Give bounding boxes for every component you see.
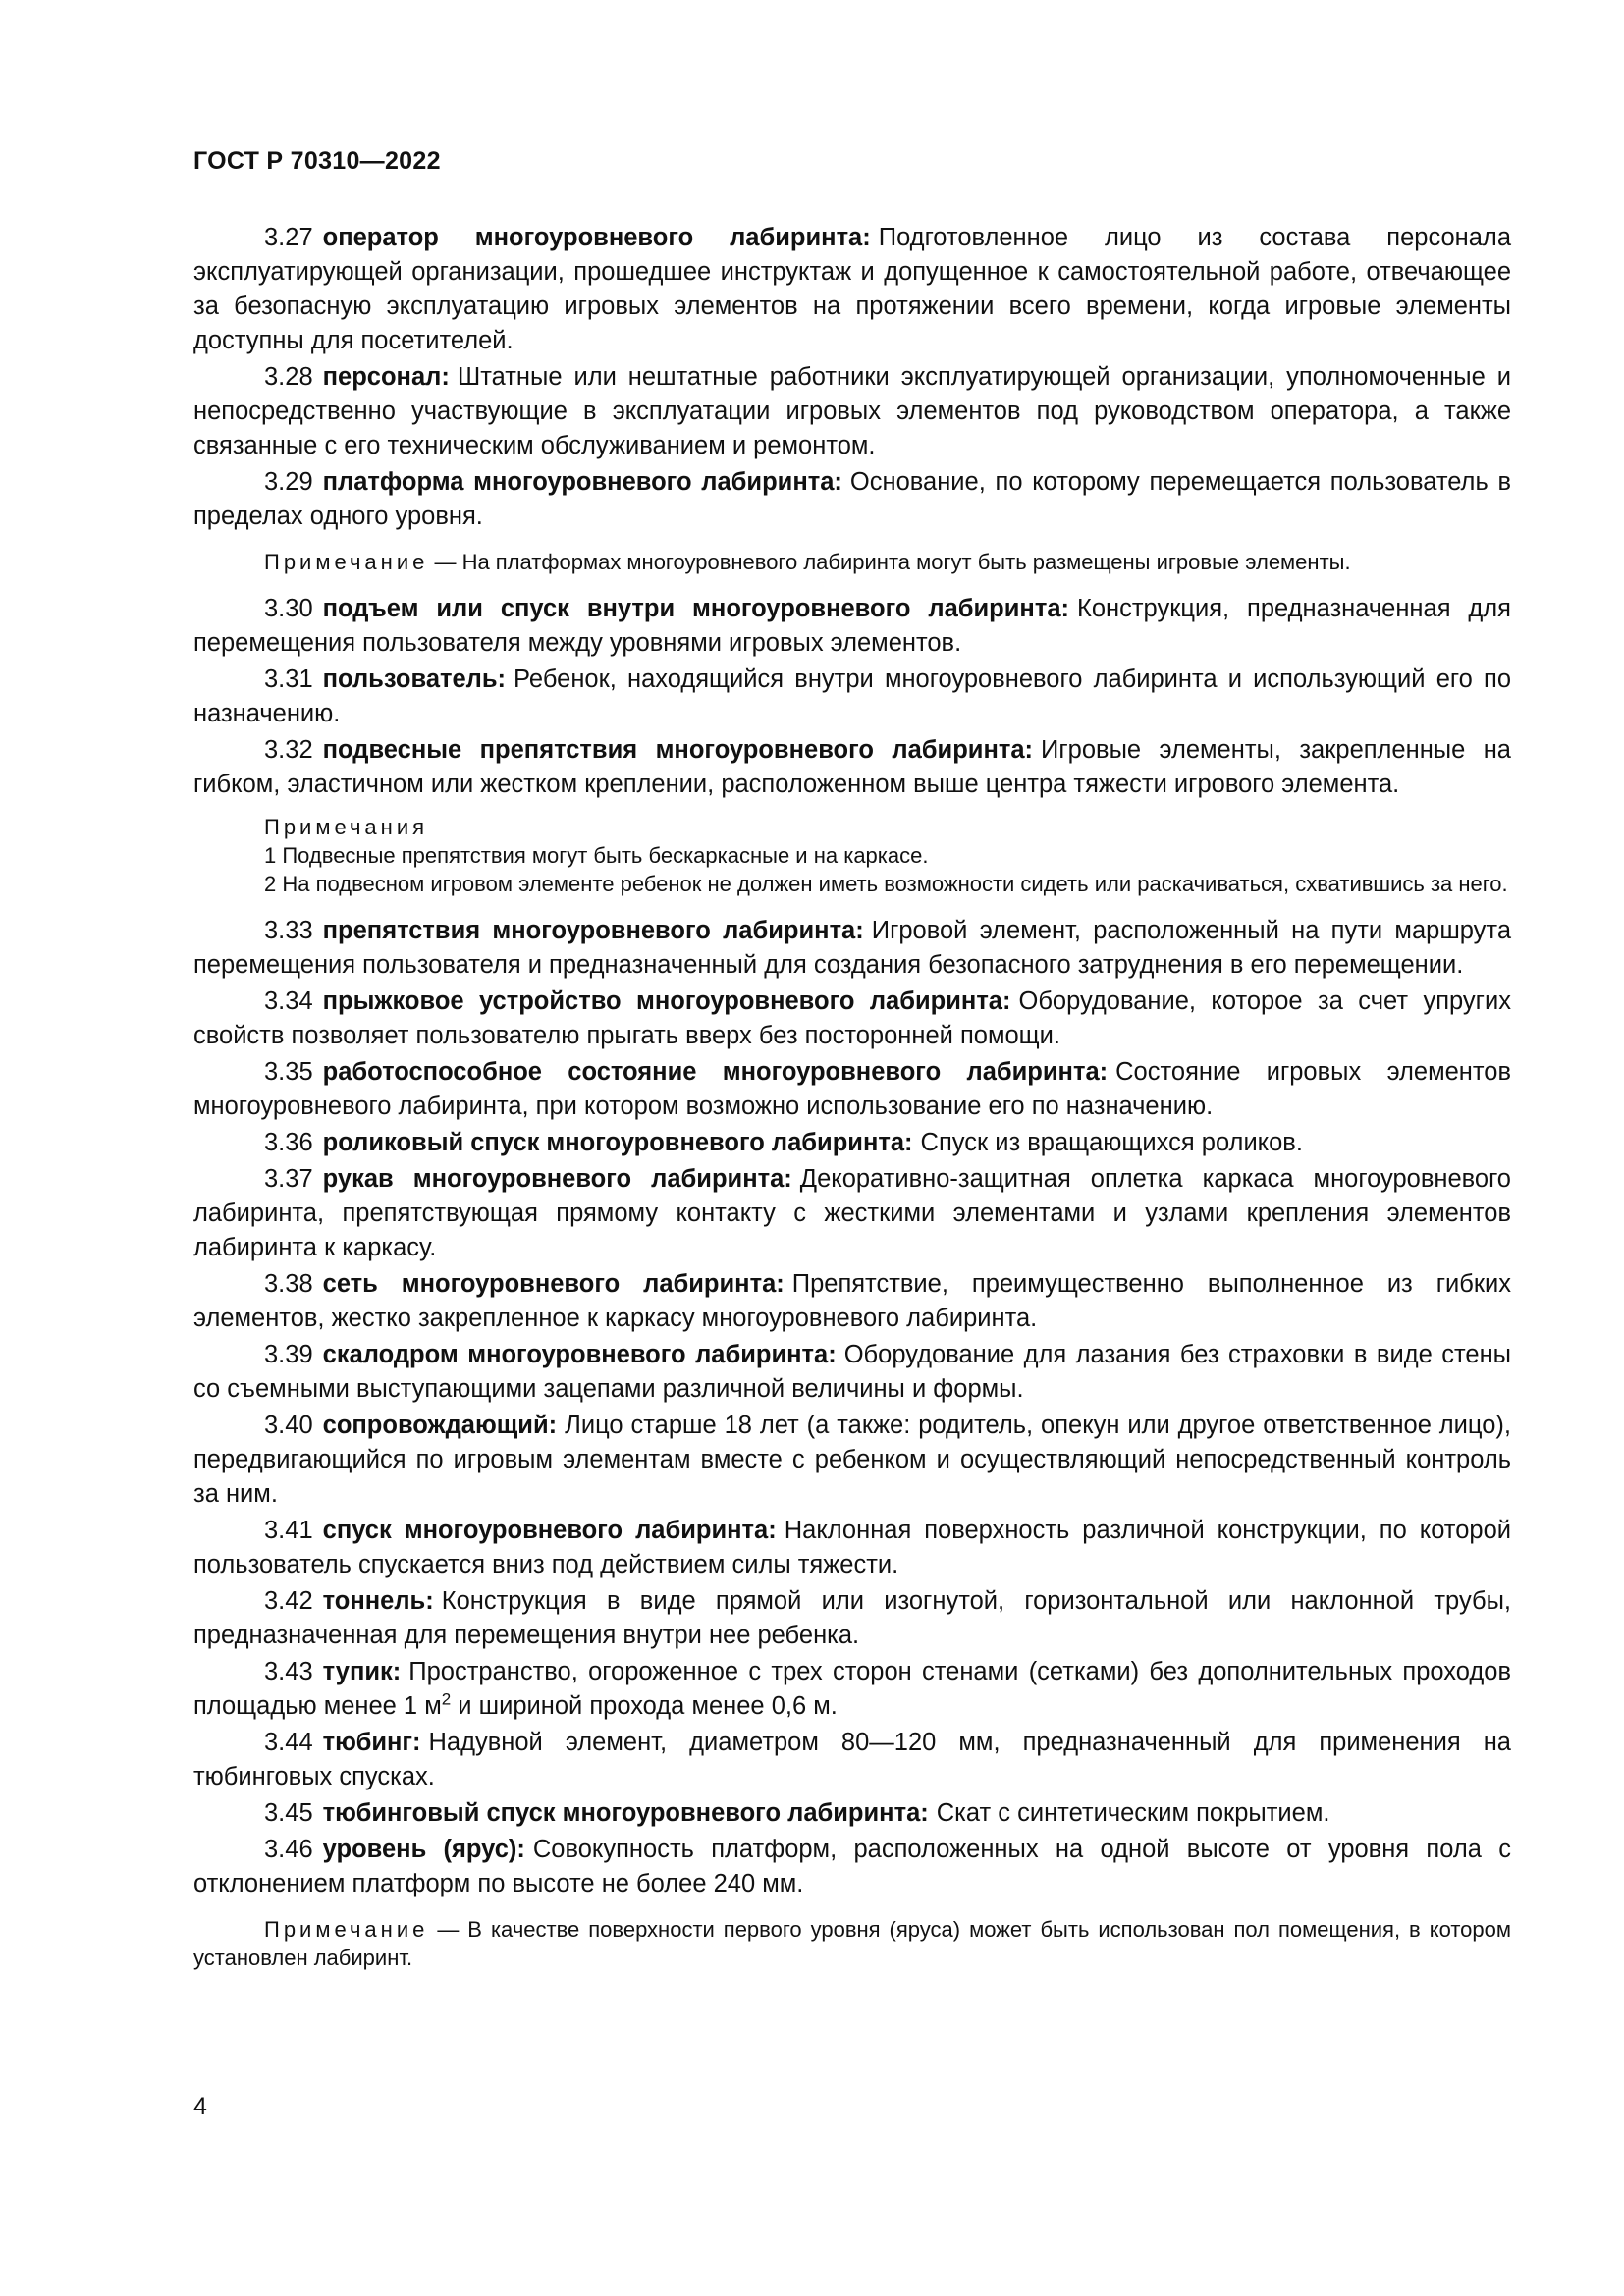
term-3-42: [193, 1584, 1511, 1653]
term-name: роликовый спуск многоуровневого лабиринта:: [322, 1129, 913, 1156]
note-text: — На платформах многоуровневого лабиринта могут быть размещены игровые элементы.: [428, 550, 1351, 574]
term-number: 3.38: [264, 1270, 313, 1298]
term-number: 3.28: [264, 363, 313, 391]
term-3-44: [193, 1726, 1511, 1794]
term-3-29: [193, 465, 1511, 534]
term-definition: Спуск из вращающихся роликов.: [920, 1129, 1303, 1156]
notes-heading: Примечания: [264, 815, 429, 839]
document-body: [193, 221, 1511, 1988]
term-3-31: [193, 663, 1511, 731]
term-name: прыжковое устройство многоуровневого лабиринта:: [322, 988, 1011, 1015]
note-item-2: 2 На подвесном игровом элементе ребенок не должен иметь возможности сидеть или раскачиваться, схватившись за него.: [264, 872, 1508, 896]
term-definition: Совокупность платформ, расположенных на одной высоте от уровня пола с отклонением платформ по высоте не более 240 мм.: [193, 1836, 1511, 1897]
term-3-40: [193, 1409, 1511, 1512]
term-name: рукав многоуровневого лабиринта:: [322, 1165, 792, 1193]
term-name: тюбинг:: [322, 1729, 421, 1756]
note-label: Примечание: [264, 1917, 429, 1942]
term-3-33: [193, 914, 1511, 983]
note-item-1: 1 Подвесные препятствия могут быть бескаркасные и на каркасе.: [264, 843, 929, 868]
term-number: 3.42: [264, 1587, 313, 1615]
term-3-46: [193, 1833, 1511, 1901]
term-definition-part-a: Пространство, огороженное с трех сторон стенами (сетками) без дополнительных проходов площадью менее 1 м: [193, 1658, 1511, 1720]
term-definition: Основание, по которому перемещается пользователь в пределах одного уровня.: [193, 468, 1511, 530]
note-3-29: [193, 548, 1511, 576]
term-number: 3.44: [264, 1729, 313, 1756]
term-number: 3.39: [264, 1341, 313, 1368]
term-name: спуск многоуровневого лабиринта:: [322, 1517, 777, 1544]
term-definition: Игровые элементы, закрепленные на гибком, эластичном или жестком креплении, расположенном выше центра тяжести игрового элемента.: [193, 736, 1511, 798]
term-name: подвесные препятствия многоуровневого лабиринта:: [322, 736, 1034, 764]
term-3-39: [193, 1338, 1511, 1407]
term-3-36: [193, 1126, 1511, 1160]
term-name: сеть многоуровневого лабиринта:: [322, 1270, 785, 1298]
term-definition: Скат с синтетическим покрытием.: [936, 1799, 1330, 1827]
term-3-43: [193, 1655, 1511, 1724]
term-number: 3.45: [264, 1799, 313, 1827]
term-definition: Конструкция, предназначенная для перемещения пользователя между уровнями игровых элементов.: [193, 595, 1511, 657]
term-3-35: [193, 1055, 1511, 1124]
term-name: тупик:: [322, 1658, 402, 1685]
term-number: 3.41: [264, 1517, 313, 1544]
term-definition: Состояние игровых элементов многоуровневого лабиринта, при котором возможно использование его по назначению.: [193, 1058, 1511, 1120]
term-3-32: [193, 733, 1511, 802]
term-number: 3.43: [264, 1658, 313, 1685]
term-name: работоспособное состояние многоуровневого лабиринта:: [322, 1058, 1109, 1086]
term-definition: Конструкция в виде прямой или изогнутой, горизонтальной или наклонной трубы, предназначенная для перемещения внутри нее ребенка.: [193, 1587, 1511, 1649]
term-3-27: [193, 221, 1511, 358]
term-definition-part-b: и шириной прохода менее 0,6 м.: [451, 1692, 838, 1720]
term-name: тюбинговый спуск многоуровневого лабиринта:: [322, 1799, 929, 1827]
document-id: ГОСТ Р 70310—2022: [193, 147, 441, 175]
term-number: 3.31: [264, 666, 313, 693]
term-3-41: [193, 1514, 1511, 1582]
term-number: 3.32: [264, 736, 313, 764]
term-definition: Оборудование, которое за счет упругих свойств позволяет пользователю прыгать вверх без посторонней помощи.: [193, 988, 1511, 1049]
term-name: сопровождающий:: [322, 1412, 558, 1439]
term-name: платформа многоуровневого лабиринта:: [322, 468, 842, 496]
note-label: Примечание: [264, 550, 429, 574]
term-name: уровень (ярус):: [322, 1836, 525, 1863]
term-definition: Оборудование для лазания без страховки в виде стены со съемными выступающими зацепами различной величины и формы.: [193, 1341, 1511, 1403]
term-name: препятствия многоуровневого лабиринта:: [322, 917, 864, 944]
term-definition: Надувной элемент, диаметром 80—120 мм, предназначенный для применения на тюбинговых спусках.: [193, 1729, 1511, 1790]
term-number: 3.35: [264, 1058, 313, 1086]
term-number: 3.40: [264, 1412, 313, 1439]
term-definition: Лицо старше 18 лет (а также: родитель, опекун или другое ответственное лицо), передвигающийся по игровым элементам вместе с ребенком и осуществляющий непосредственный контроль за ним.: [193, 1412, 1511, 1508]
term-number: 3.27: [264, 224, 313, 251]
term-definition: Штатные или нештатные работники эксплуатирующей организации, уполномоченные и непосредственно участвующие в эксплуатации игровых элементов под руководством оператора, а также связанные с его техническим обслуживанием и ремонтом.: [193, 363, 1511, 459]
term-3-45: [193, 1796, 1511, 1831]
term-definition: Наклонная поверхность различной конструкции, по которой пользователь спускается вниз под действием силы тяжести.: [193, 1517, 1511, 1578]
term-name: оператор многоуровневого лабиринта:: [322, 224, 871, 251]
term-3-38: [193, 1267, 1511, 1336]
term-name: персонал:: [322, 363, 450, 391]
term-name: подъем или спуск внутри многоуровневого лабиринта:: [322, 595, 1069, 622]
note-3-46: [193, 1915, 1511, 1972]
term-number: 3.29: [264, 468, 313, 496]
term-definition: Препятствие, преимущественно выполненное из гибких элементов, жестко закрепленное к каркасу многоуровневого лабиринта.: [193, 1270, 1511, 1332]
term-name: тоннель:: [322, 1587, 434, 1615]
term-definition: Игровой элемент, расположенный на пути маршрута перемещения пользователя и предназначенный для создания безопасного затруднения в его перемещении.: [193, 917, 1512, 979]
term-3-34: [193, 985, 1511, 1053]
term-number: 3.33: [264, 917, 313, 944]
term-name: скалодром многоуровневого лабиринта:: [322, 1341, 837, 1368]
term-number: 3.34: [264, 988, 313, 1015]
term-name: пользователь:: [322, 666, 507, 693]
term-definition: Подготовленное лицо из состава персонала эксплуатирующей организации, прошедшее инструктаж и допущенное к самостоятельной работе, отвечающее за безопасную эксплуатацию игровых элементов на протяжении всего времени, когда игровые элементы доступны для посетителей.: [193, 224, 1511, 354]
term-3-37: [193, 1162, 1511, 1265]
term-3-30: [193, 592, 1511, 661]
term-definition: Ребенок, находящийся внутри многоуровневого лабиринта и использующий его по назначению.: [193, 666, 1511, 727]
notes-3-32: [193, 814, 1511, 898]
term-3-28: [193, 360, 1511, 463]
term-number: 3.36: [264, 1129, 313, 1156]
term-number: 3.46: [264, 1836, 313, 1863]
term-number: 3.30: [264, 595, 313, 622]
term-number: 3.37: [264, 1165, 313, 1193]
note-text: — В качестве поверхности первого уровня (яруса) может быть использован пол помещения, в котором установлен лабиринт.: [193, 1917, 1511, 1970]
page-number: 4: [193, 2093, 207, 2120]
superscript: 2: [441, 1689, 452, 1709]
term-definition: Декоративно-защитная оплетка каркаса многоуровневого лабиринта, препятствующая прямому контакту с жесткими элементами и узлами крепления элементов лабиринта к каркасу.: [193, 1165, 1511, 1261]
